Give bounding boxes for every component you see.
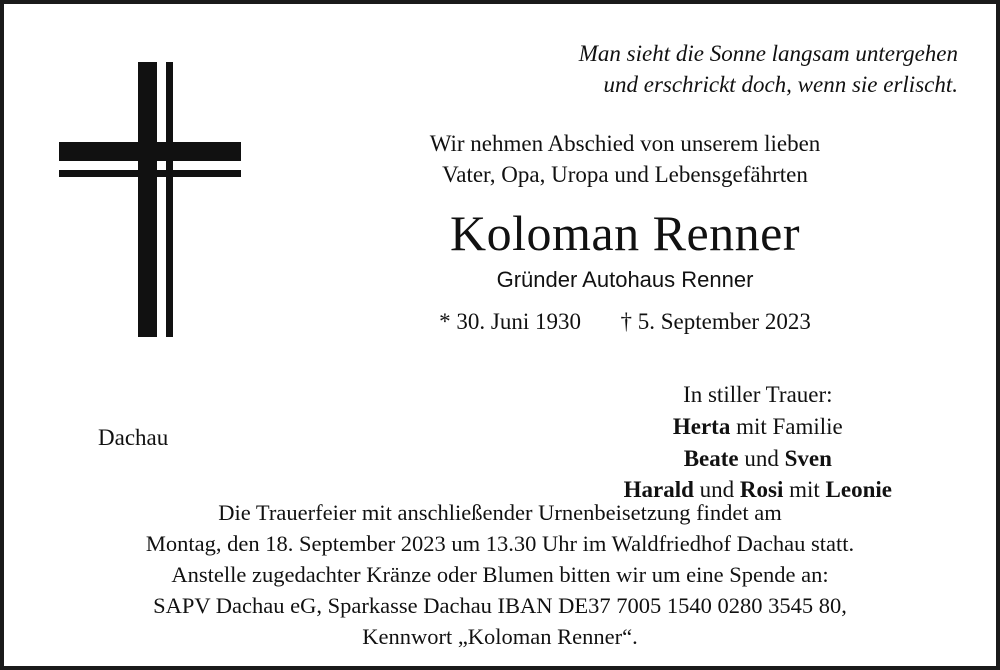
cross-vertical-bar-thin [166, 62, 173, 337]
footer-line-3: Anstelle zugedachter Kränze oder Blumen bitten wir um eine Spende an: [171, 561, 829, 587]
intro-line-1: Wir nehmen Abschied von unserem lieben [429, 131, 821, 157]
mourner-name-sven: Sven [784, 445, 832, 471]
deceased-role: Gründer Autohaus Renner [496, 267, 754, 293]
cross-horizontal-bar [59, 142, 241, 161]
life-dates [282, 309, 968, 335]
mourners-line-3-plain-1: und [693, 477, 740, 503]
footer-line-5: Kennwort „Koloman Renner“. [362, 623, 638, 649]
cross-graphic [54, 54, 264, 344]
mourners-line-3-plain-2: mit [783, 477, 826, 503]
mourners-line-2 [624, 443, 892, 475]
footer-line-1: Die Trauerfeier mit anschließender Urnenbeisetzung findet am [218, 499, 782, 525]
mourner-name-harald: Harald [623, 477, 694, 503]
mourners-heading: In stiller Trauer: [683, 382, 833, 408]
mourners-row [32, 379, 968, 503]
quote-line-2: und erschrickt doch, wenn sie erlischt. [603, 72, 958, 98]
mourners-line-1 [624, 411, 892, 443]
mourners-line-1-plain: mit Familie [730, 413, 843, 439]
mourner-name-rosi: Rosi [739, 477, 784, 503]
intro-text [282, 128, 968, 190]
birth-date: * 30. Juni 1930 [439, 309, 581, 335]
mourner-name-beate: Beate [683, 445, 739, 471]
mourners-line-2-plain: und [738, 445, 785, 471]
intro-line-2: Vater, Opa, Uropa und Lebensgefährten [442, 162, 808, 188]
cross-horizontal-bar-thin [59, 170, 241, 177]
funeral-details [4, 497, 996, 652]
mourner-name-leonie: Leonie [825, 477, 892, 503]
obituary-inner [4, 4, 996, 666]
footer-line-4: SAPV Dachau eG, Sparkasse Dachau IBAN DE37 7005 1540 0280 3545 80, [153, 592, 847, 618]
deceased-name: Koloman Renner [450, 205, 800, 262]
footer-line-2: Montag, den 18. September 2023 um 13.30 Uhr im Waldfriedhof Dachau statt. [145, 530, 855, 556]
place-label: Dachau [98, 425, 169, 451]
christian-cross-icon [54, 54, 264, 344]
death-date: † 5. September 2023 [620, 309, 811, 335]
mourners-block [624, 379, 892, 506]
cross-vertical-bar [138, 62, 157, 337]
quote-line-1: Man sieht die Sonne langsam untergehen [578, 41, 958, 66]
mourner-name-herta: Herta [672, 413, 731, 439]
